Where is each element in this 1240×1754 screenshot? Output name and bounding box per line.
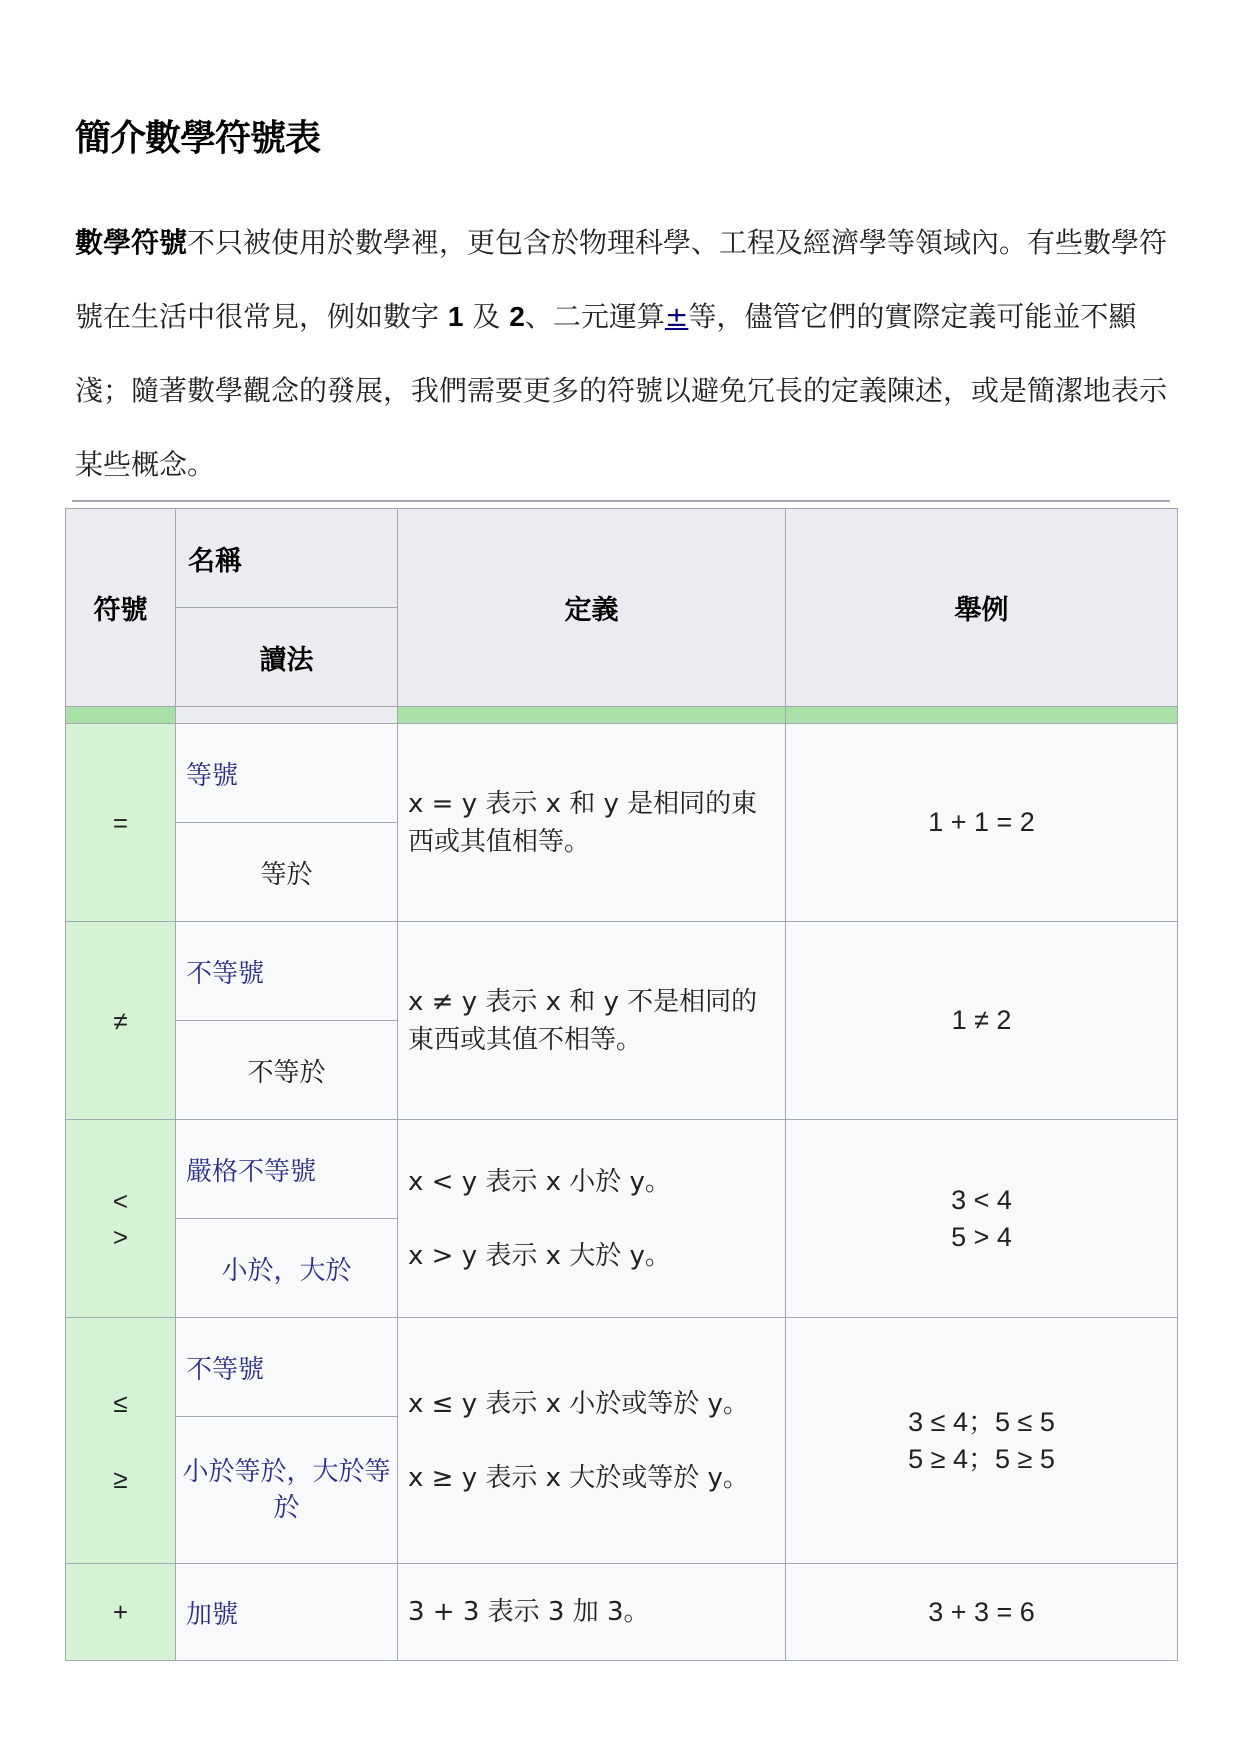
definition-cell [398, 1318, 786, 1564]
name-cell[interactable]: 嚴格不等號 [176, 1120, 398, 1219]
example-text: 3 < 4 [951, 1184, 1012, 1215]
example-cell [786, 724, 1178, 922]
accent-cell [398, 707, 786, 724]
definition-text: x ≠ y 表示 x 和 y 不是相同的東西或其值不相等。 [408, 986, 758, 1055]
reading-cell[interactable]: 小於等於，大於等於 [176, 1417, 398, 1564]
reading-cell[interactable]: 小於，大於 [176, 1219, 398, 1318]
example-text: 1 ≠ 2 [951, 1005, 1012, 1035]
page-title: 簡介數學符號表 [75, 118, 321, 159]
definition-text: x > y 表示 x 大於 y。 [408, 1240, 671, 1271]
definition-cell [398, 1564, 786, 1661]
definition-text: x < y 表示 x 小於 y。 [408, 1166, 671, 1197]
intro-text-3: 、二元運算 [524, 300, 665, 333]
definition-cell [398, 1120, 786, 1318]
definition-text: 3 + 3 表示 3 加 3。 [408, 1597, 650, 1627]
intro-number-2: 2 [509, 301, 525, 332]
symbol: + [112, 1597, 129, 1627]
accent-cell [786, 707, 1178, 724]
header-definition: 定義 [398, 509, 786, 707]
table-row [66, 1120, 1178, 1219]
definition-cell [398, 922, 786, 1120]
symbol: ≠ [113, 1005, 128, 1036]
definition-text: x ≤ y 表示 x 小於或等於 y。 [408, 1388, 749, 1419]
intro-text-4: 等，儘管它們的實際定義可能並不顯淺；隨著數學觀念的發展，我們需要更多的符號以避免冗長的定義陳述，或是簡潔地表示某些概念。 [75, 300, 1168, 481]
example-text: 5 > 4 [951, 1221, 1012, 1252]
symbol-cell [66, 922, 176, 1120]
example-cell [786, 1120, 1178, 1318]
header-symbol: 符號 [66, 509, 176, 707]
math-symbol-table [65, 508, 1178, 1661]
intro-number-1: 1 [447, 301, 464, 332]
definition-text: x = y 表示 x 和 y 是相同的東西或其值相等。 [408, 788, 758, 857]
reading-cell: 不等於 [176, 1021, 398, 1120]
symbol-cell [66, 724, 176, 922]
example-cell [786, 922, 1178, 1120]
example-cell [786, 1564, 1178, 1661]
name-cell[interactable]: 不等號 [176, 922, 398, 1021]
table-row [66, 724, 1178, 823]
table-row [66, 922, 1178, 1021]
header-reading: 讀法 [176, 608, 398, 707]
definition-cell [398, 724, 786, 922]
symbol: < [112, 1185, 129, 1216]
example-text: 3 + 3 = 6 [928, 1596, 1035, 1627]
name-cell[interactable]: 等號 [176, 724, 398, 823]
symbol-cell [66, 1318, 176, 1564]
example-text: 5 ≥ 4；5 ≥ 5 [908, 1443, 1055, 1474]
header-accent-row [66, 707, 1178, 724]
intro-lead-bold: 數學符號 [75, 226, 188, 259]
symbol-cell [66, 1564, 176, 1661]
symbol: = [112, 807, 129, 838]
table-row [66, 1318, 1178, 1417]
example-text: 3 ≤ 4；5 ≤ 5 [908, 1406, 1055, 1437]
symbol-cell [66, 1120, 176, 1318]
symbol: > [112, 1221, 129, 1252]
section-divider [72, 500, 1170, 502]
header-name: 名稱 [176, 509, 398, 608]
name-cell[interactable]: 加號 [176, 1564, 398, 1661]
intro-text-1: 不只被使用於數學裡，更包含於物理科學、工程及經濟學等領域內。有些數學符號在生活中很常見，例如數字 [75, 226, 1168, 333]
symbol: ≤ [113, 1387, 128, 1418]
reading-cell: 等於 [176, 823, 398, 922]
accent-cell [176, 707, 398, 724]
intro-paragraph [75, 206, 1175, 502]
table-row [66, 1564, 1178, 1661]
plus-minus-link[interactable]: ± [664, 300, 689, 333]
intro-text-2: 及 [463, 300, 510, 333]
symbol: ≥ [113, 1463, 128, 1494]
name-cell[interactable]: 不等號 [176, 1318, 398, 1417]
header-example: 舉例 [786, 509, 1178, 707]
example-cell [786, 1318, 1178, 1564]
definition-text: x ≥ y 表示 x 大於或等於 y。 [408, 1462, 749, 1493]
example-text: 1 + 1 = 2 [928, 807, 1035, 837]
accent-cell [66, 707, 176, 724]
